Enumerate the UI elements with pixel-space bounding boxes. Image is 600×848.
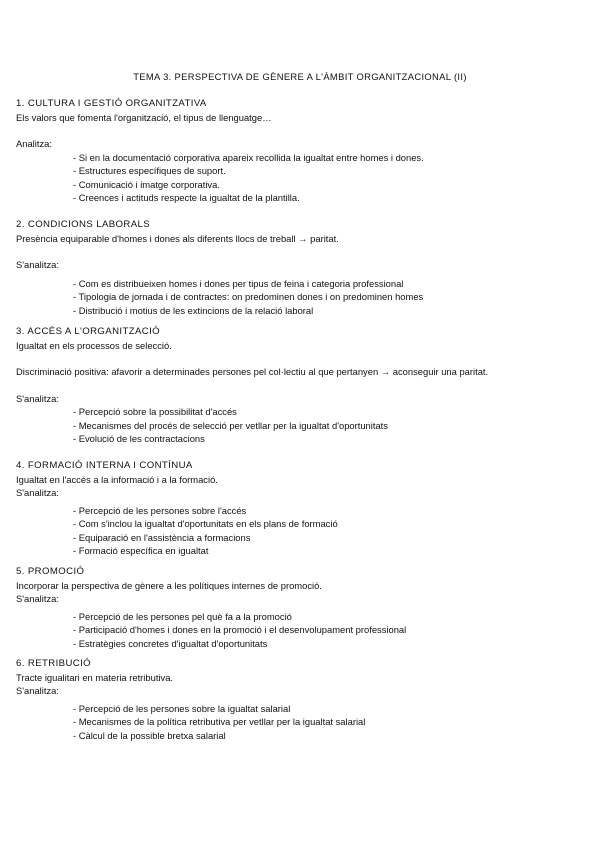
analysis-label: S'analitza: [16,392,59,404]
list-item: - Formació específica en igualtat [73,545,209,556]
list-item: - Percepció sobre la possibilitat d'accés [73,406,237,417]
analysis-list [16,277,586,318]
section-promocio [16,565,586,650]
analysis-list [16,504,586,558]
list-item: - Percepció de les persones sobre la igualtat salarial [73,702,291,714]
analysis-list [16,702,586,743]
list-item: - Creences i actituds respecte la igualtat de la plantilla. [73,192,300,203]
list-item: - Evolució de les contractacions [73,433,205,444]
analysis-label: S'analitza: [16,487,59,498]
analysis-list [16,405,586,446]
section-heading: 5. PROMOCIÓ [16,566,85,577]
list-item: - Percepció de les persones pel què fa a la promoció [73,610,292,622]
analysis-label: S'analitza: [16,685,59,696]
list-item: - Comunicació i imatge corporativa. [73,178,220,190]
section-retribucio [16,657,586,742]
analysis-label: Analitza: [16,138,52,149]
section-extra: Discriminació positiva: afavorir a determinades persones pel col·lectiu al que pertanyen → aconseguir una paritat. [16,366,489,377]
list-item: - Com s'inclou la igualtat d'oportunitats en els plans de formació [73,518,338,529]
section-cultura [16,97,586,205]
section-intro: Igualtat en els processos de selecció. [16,339,172,351]
section-heading: 2. CONDICIONS LABORALS [16,219,151,230]
list-item: - Com es distribueixen homes i dones per tipus de feina i categoria professional [73,277,404,289]
section-acces [16,325,586,446]
section-intro: Incorporar la perspectiva de gènere a les polítiques internes de promoció. [16,579,322,591]
analysis-list [16,151,586,205]
list-item: - Mecanismes del procés de selecció per vetllar per la igualtat d'oportunitats [73,419,388,431]
section-heading: 4. FORMACIÓ INTERNA I CONTÍNUA [16,460,193,471]
analysis-label: S'analitza: [16,593,59,604]
list-item: - Estructures específiques de suport. [73,165,226,176]
section-intro: Igualtat en l'accés a la informació i a la formació. [16,473,218,485]
section-heading: 6. RETRIBUCIÓ [16,658,92,669]
list-item: - Percepció de les persones sobre l'accés [73,504,247,516]
section-intro: Tracte igualitari en materia retributiva. [16,671,174,683]
list-item: - Estratègies concretes d'igualtat d'oportunitats [73,637,268,649]
section-intro: Els valors que fomenta l'organització, el tipus de llenguatge… [16,111,272,123]
page-title: TEMA 3. PERSPECTIVA DE GÈNERE A L'ÀMBIT ORGANITZACIONAL (II) [133,71,467,82]
list-item: - Distribució i motius de les extincions de la relació laboral [73,304,314,316]
list-item: - Participació d'homes i dones en la promoció i el desenvolupament professional [73,624,407,635]
list-item: - Equiparació en l'assistència a formacions [73,531,251,543]
list-item: - Si en la documentació corporativa apareix recollida la igualtat entre homes i dones. [73,151,424,163]
list-item: - Càlcul de la possible bretxa salarial [73,729,226,741]
section-formacio [16,459,586,558]
analysis-label: S'analitza: [16,259,59,270]
section-heading: 3. ACCÉS A L'ORGANITZACIÓ [16,326,161,337]
analysis-list [16,610,586,651]
list-item: - Tipologia de jornada i de contractes: on predominen dones i on predominen homes [73,291,424,302]
list-item: - Mecanismes de la política retributiva per vetllar per la igualtat salarial [73,716,366,727]
section-heading: 1. CULTURA I GESTIÓ ORGANITZATIVA [16,98,207,109]
section-condicions [16,218,586,317]
section-intro: Presència equiparable d'homes i dones als diferents llocs de treball → paritat. [16,232,339,244]
